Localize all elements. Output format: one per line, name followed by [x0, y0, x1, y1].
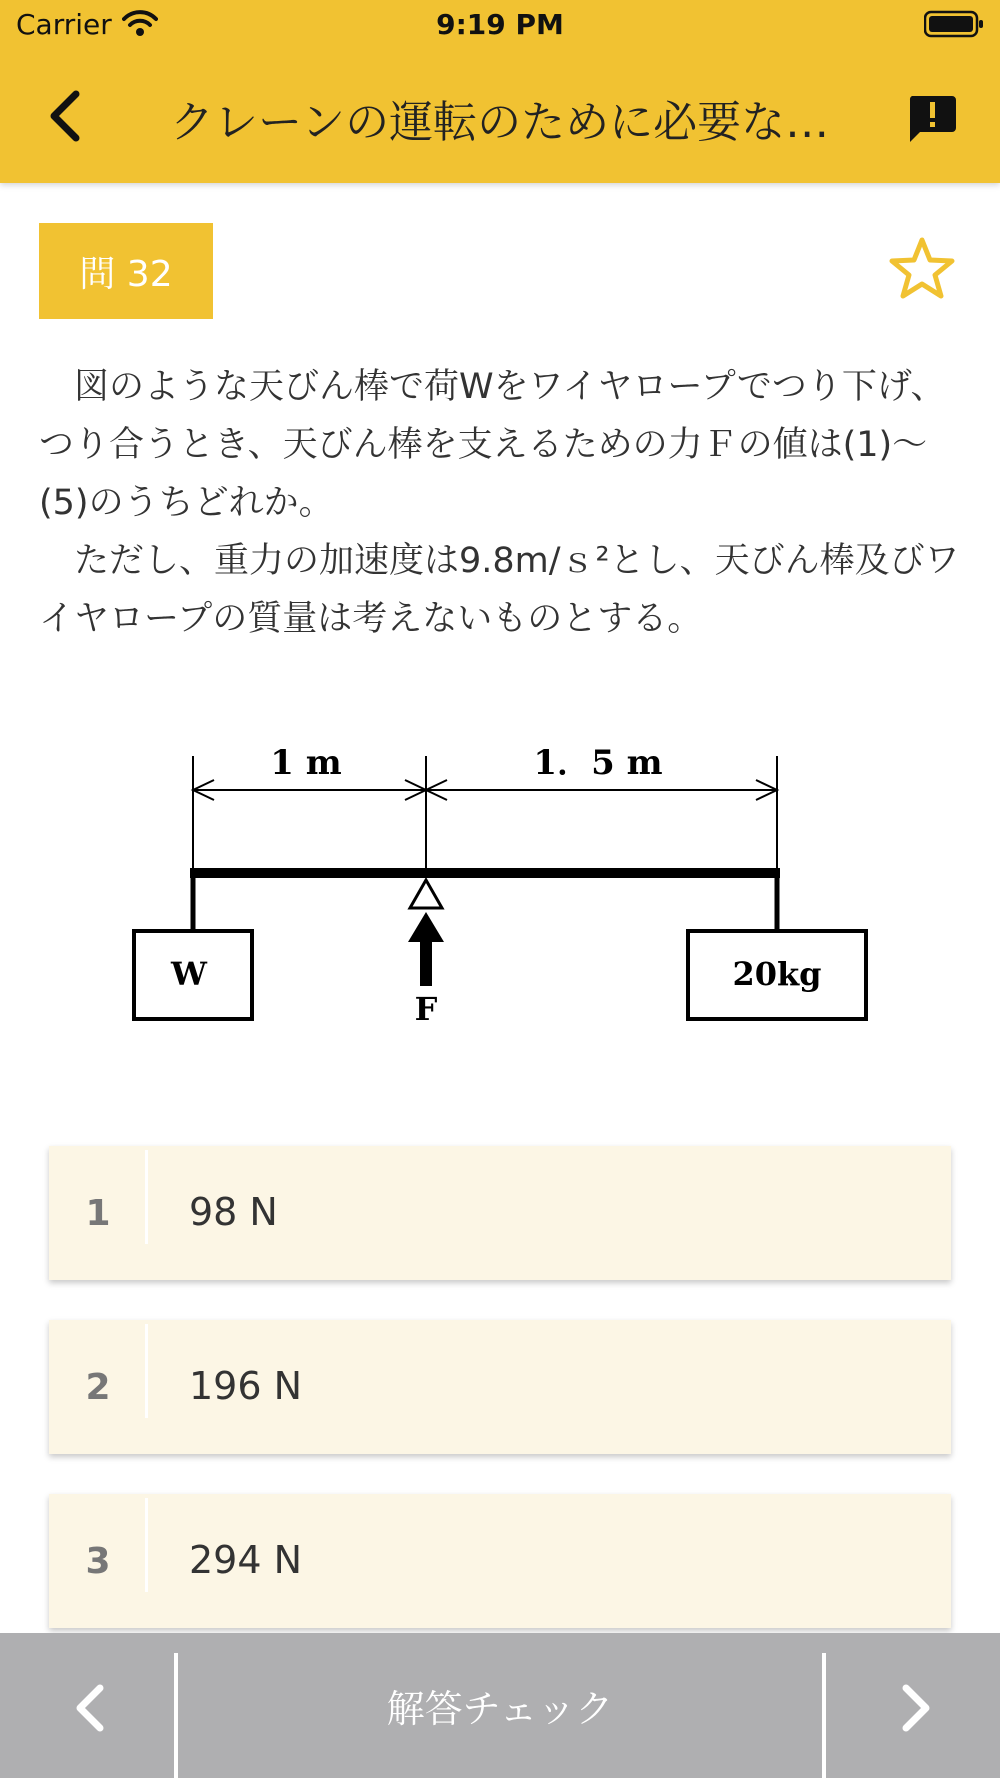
choice-number: 2 [85, 1366, 111, 1408]
left-distance-label: 1 m [270, 743, 342, 783]
beam [190, 868, 780, 878]
load-w-label: W [171, 955, 207, 993]
choice-text: 294 N [189, 1538, 303, 1582]
bookmark-button[interactable] [888, 236, 956, 304]
balance-beam-figure [126, 740, 876, 1030]
status-bar [0, 0, 1000, 50]
next-question-button[interactable] [826, 1633, 1000, 1778]
carrier-label: Carrier [16, 8, 112, 41]
choice-text: 196 N [189, 1364, 303, 1408]
back-button[interactable] [44, 88, 94, 144]
choice-divider [145, 1324, 148, 1418]
choice-divider [145, 1498, 148, 1592]
choice-2[interactable] [49, 1320, 951, 1454]
force-label: F [414, 990, 438, 1028]
previous-question-button[interactable] [0, 1633, 174, 1778]
choice-text: 98 N [189, 1190, 278, 1234]
app-header [0, 0, 1000, 183]
question-text: 図のような天びん棒で荷Wをワイヤロープでつり下げ、つり合うとき、天びん棒を支えるための力Ｆの値は(1)～(5)のうちどれか。 ただし、重力の加速度は9.8m/ｓ²とし、天びん棒及びワイヤロープの質量は考えないものとする。 [39, 367, 960, 639]
choice-number: 1 [85, 1192, 111, 1234]
right-distance-label: 1．5 m [533, 743, 663, 783]
load-20kg-label: 20kg [732, 955, 822, 993]
check-answer-button[interactable]: 解答チェック [386, 1687, 614, 1731]
chevron-left-icon [70, 1683, 110, 1733]
choice-number: 3 [85, 1540, 111, 1582]
star-icon [888, 236, 956, 300]
fulcrum-triangle [410, 880, 442, 908]
page-title: クレーンの運転のために必要な… [170, 97, 830, 148]
choice-3[interactable] [49, 1494, 951, 1628]
battery-icon [924, 10, 984, 42]
bottom-toolbar [0, 1633, 1000, 1778]
choice-1[interactable] [49, 1146, 951, 1280]
status-time: 9:19 PM [436, 8, 564, 41]
choice-divider [145, 1150, 148, 1244]
question-number-badge: 問 32 [39, 223, 213, 319]
chevron-left-icon [44, 88, 84, 144]
force-arrow [408, 912, 444, 986]
report-icon [906, 92, 958, 144]
report-button[interactable] [906, 92, 958, 148]
chevron-right-icon [896, 1683, 936, 1733]
